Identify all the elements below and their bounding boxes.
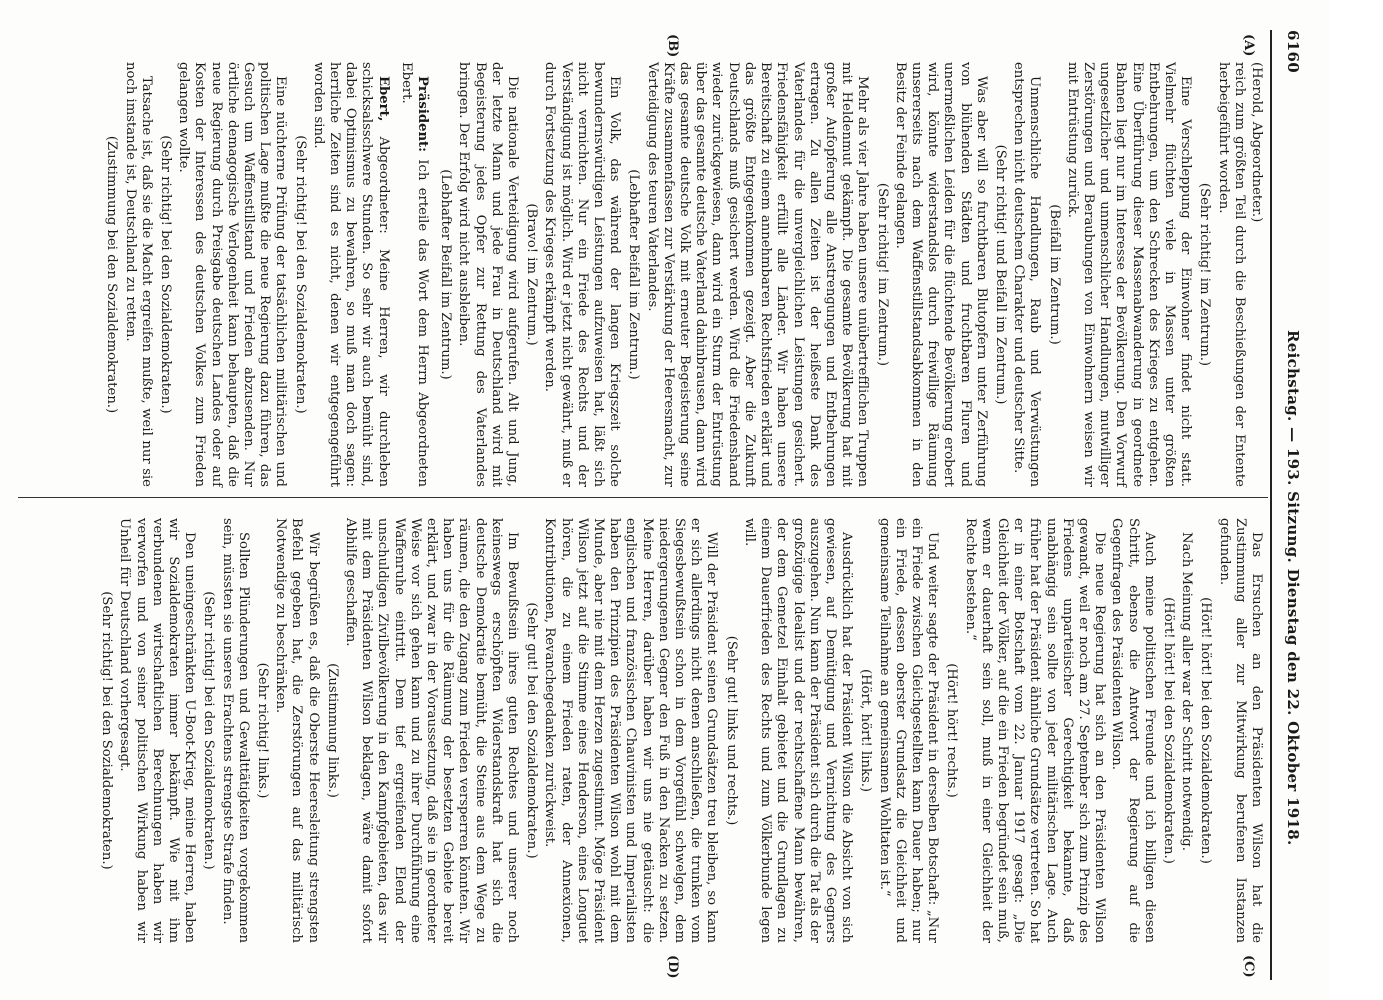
page-number: 6160: [1284, 30, 1302, 73]
page-header: [1272, 30, 1302, 980]
reaction: (Lebhafter Beifall im Zentrum.): [438, 169, 454, 380]
speaker-paragraph: [310, 62, 391, 487]
reaction: (Hört! hört! rechts.): [944, 663, 960, 798]
paragraph: Ein Volk, das während der langen Kriegszeit solche bewundernswürdigen Leistungen aufzuweisen hat, läßt sich nicht vernichten. Nur ein Friede des Rechts und der Verständigung ist möglich. Wird er jetzt nicht gewährt, muß er durch Fortsetzung des Krieges erkämpft werden.: [542, 62, 623, 487]
speech-text: Ich erteile das Wort dem Herrn Abgeordneten Ebert.: [398, 62, 431, 487]
speaker-paragraph: [398, 62, 430, 487]
paragraph: Die nationale Verteidigung wird aufgerufen. Alt und Jung, der letzte Mann und jede Frau in Deutschland wird mit Begeisterung jedes Opfer zur Rettung des Vaterlandes bringen. Der Erfolg wird nicht ausbleiben.: [456, 62, 521, 487]
reaction: (Sehr gut! bei den Sozialdemokraten.): [524, 602, 540, 859]
reaction: (Zustimmung bei den Sozialdemokraten.): [104, 135, 120, 414]
paragraph: Ausdrücklich hat der Präsident Wilson die Absicht von sich gewiesen, auf Demütigung und Vernichtung des Gegners auszugehen. Nun kann der Präsident sich durch die Tat als der großzügige Idealist und der rechtschaffene Mann bewähren, der dem Gemetzel Einhalt gebietet und die Grundlagen zu einem Dauerfrieden des Rechts und zum Völkerbunde legen will.: [741, 518, 855, 943]
reaction: (Sehr richtig! bei den Sozialdemokraten.): [158, 135, 173, 414]
paragraph: Nach Meinung aller war der Schritt notwendig.: [1179, 532, 1195, 851]
paragraph: Unmenschliche Handlungen, Raub und Verwüstungen entsprechen nicht deutschem Charakter und deutscher Sitte.: [1011, 62, 1043, 487]
reaction: (Beifall im Zentrum.): [1046, 204, 1062, 345]
paragraph: reich zum größten Teil durch die Beschießungen der Entente herbeigeführt worden.: [1215, 62, 1247, 487]
speech-text: Abgeordneter: Meine Herren, wir durchleben schicksalsschwere Stunden. So sehr wir auch bemüht sind, dabei Optimismus zu bewahren, so muß man doch sagen: herrliche Zeiten sind es nicht, denen wir entgegengeführt worden sind.: [310, 62, 391, 487]
right-column: [95, 518, 1264, 943]
paragraph: Was aber will so furchtbaren Blutopfern unter Zerführung von blühenden Städten und fruchtbaren Fluren und unermeßlichen Leiden für die flüchtende Bevölkerung erobert wird, könnte widerstandslos durch freiwillige Räumung unsererseits nach dem Waffenstillstandsabkommen in den Besitz der Feinde gelangen.: [892, 62, 989, 487]
reaction: (Sehr richtig! links.): [255, 662, 271, 799]
paragraph: Im Bewußtsein ihres guten Rechtes und unserer noch keineswegs erschöpften Widerstandskraft hat sich die deutsche Demokratie bemüht, die Steine aus dem Wege zu räumen, die den Zugang zum Frieden versperren könnten. Wir haben uns für die Räumung der besetzten Gebiete bereit erklärt, und zwar in der Voraussetzung, daß sie in geordneter Weise vor sich gehen kann und zu ihrer Durchführung eine Waffenruhe eintritt. Dem tief ergreifenden Elend der unschuldigen Zivilbevölkerung in den Kampfgebieten, das wir mit dem Präsidenten Wilson beklagen, wäre damit sofort Abhilfe geschaffen.: [343, 518, 521, 943]
reaction: (Sehr richtig! bei den Sozialdemokraten.): [292, 135, 308, 414]
paragraph: Wir begrüßen es, daß die Oberste Heeresleitung strengsten Befehl gegeben hat, die Zerstörungen auf das militärisch Notwendige zu beschränken.: [273, 518, 321, 943]
reaction: (Hört! hört! bei den Sozialdemokraten.): [1160, 597, 1176, 864]
reaction: (Sehr gut! links und rechts.): [723, 635, 739, 826]
reaction: (Lebhafter Beifall im Zentrum.): [626, 169, 642, 380]
paragraph: Sollten Plünderungen und Gewalttätigkeiten vorgekommen sein, müssten sie unseres Erachtens strengste Strafe finden.: [219, 518, 251, 943]
paragraph: Eine Verschleppung der Einwohner findet nicht statt. Vielmehr flüchten viele in Massen unter größten Entbehrungen, um den Schrecken des Krieges zu entgehen. Eine Überführung dieser Massenabwanderung in geordnete Bahnen liegt nur im Interesse der Bevölkerung. Den Vorwurf ungesetzlicher und unmenschlicher Handlungen, mutwilliger Zerstörungen und Beraubungen von Einwohnern weisen wir mit Entrüstung zurück.: [1064, 62, 1194, 487]
paragraph: Das Ersuchen an den Präsidenten Wilson hat die Zustimmung aller zur Mitwirkung berufenen Instanzen gefunden.: [1216, 518, 1264, 943]
reaction: (Sehr richtig! bei den Sozialdemokraten.): [201, 591, 217, 870]
reaction: (Hört, hört! links.): [858, 668, 874, 793]
paragraph: Und weiter sagte der Präsident in derselben Botschaft: „Nur ein Friede zwischen Gleichgestellten kann Dauer haben; nur ein Friede, dessen oberster Grundsatz die Gleichheit und gemeinsame Teilnahme an gemeinsamen Wohltaten ist.“: [876, 518, 941, 943]
margin-letter-c: (C): [1241, 955, 1256, 978]
reaction: (Sehr richtig! und Beifall im Zentrum.): [992, 144, 1008, 405]
paragraph: Eine nüchterne Prüfung der tatsächlichen militärischen und politischen Lage mußte die neue Regierung dazu führen, das Gesuch um Waffenstillstand und Frieden abzusenden. Nur örtliche demagogische Verlogenheit kann behaupten, daß die neue Regierung durch Preisgabe deutschen Landes oder auf Kosten der Interessen des deutschen Volkes zum Frieden gelangen wollte.: [176, 62, 289, 487]
speaker-line: (Herold, Abgeordneter.): [1249, 62, 1264, 223]
header-rule: [1270, 30, 1272, 980]
speaker-name: Ebert,: [375, 76, 391, 122]
left-column: [100, 62, 1264, 487]
paragraph: Den uneingeschränkten U-Boot-Krieg, meine Herren, haben wir Sozialdemokraten immer bekämpft. Wie mit ihm verbundenen wirtschaftlichen Berechnungen haben wir verworfen und von seiner politischen Wirkung haben wir Unheil für Deutschland vorhergesagt.: [117, 518, 198, 943]
speaker-name: Präsident:: [415, 76, 431, 153]
margin-letter-b: (B): [665, 34, 680, 58]
reaction: (Bravo! im Zentrum.): [524, 203, 540, 346]
paragraph: Auch meine politischen Freunde und ich billigen diesen Schritt, ebenso die Antwort der Regierung auf die Gegenfragen des Präsidenten Wilson.: [1109, 518, 1157, 943]
running-title: Reichstag. — 193. Sitzung. Dienstag den 22. Oktober 1918.: [1284, 330, 1302, 846]
reaction: (Hört! hört! bei den Sozialdemokraten.): [1198, 597, 1214, 864]
paragraph: Mehr als vier Jahre haben unsere unübertrefflichen Truppen mit Heldenmut gekämpft. Die gesamte Bevölkerung hat mit großer Aufopferung alle Anstrengungen und Entbehrungen ertragen. Zu allen Zeiten ist der heißeste Dank des Vaterlandes für die unvergleichlichen Leistungen gesichert. Friedensfähigkeit erfüllt alle Länder. Wir haben unsere Bereitschaft zu einem annehmbaren Rechtsfrieden erklärt und das größte Entgegenkommen gezeigt. Aber die Zukunft Deutschlands muß gesichert werden. Wird die Friedenshand wieder zurückgewiesen, dann wird ein Sturm der Entrüstung über das gesamte deutsche Vaterland dahinbrausen, dann wird das gesamte deutsche Volk mit erneuter Begeisterung seine Kräfte zusammenfassen zur Verstärkung der Heeresmacht, zur Verteidigung des teuren Vaterlandes.: [644, 62, 871, 487]
reaction: (Sehr richtig! im Zentrum.): [1197, 182, 1213, 367]
column-divider: [18, 497, 1268, 498]
reaction: (Sehr richtig! im Zentrum.): [874, 182, 890, 367]
reaction: (Zustimmung links.): [324, 663, 340, 798]
margin-letter-a: (A): [1241, 34, 1256, 57]
paragraph: Will der Präsident seinen Grundsätzen treu bleiben, so kann er sich allerdings nicht denen anschließen, die trunken vom Siegesbewußtsein schon in dem Vorgefühl schwelgen, dem niedergerungenen Gegner den Fuß in den Nacken zu setzen. Meine Herren, darüber haben wir uns nie getäuscht: die englischen und französischen Chauvinisten und Imperialisten haben den Prinzipien des Präsidenten Wilson wohl mit dem Munde, aber nie mit dem Herzen zugestimmt. Möge Präsident Wilson jetzt auf die Stimme eines Henderson, eines Longuet hören, die zu einem Frieden raten, der Annexionen, Kontributionen, Revanchegedanken zurückweist.: [542, 518, 720, 943]
reaction: (Sehr richtig! bei den Sozialdemokraten.): [99, 591, 115, 870]
paragraph: Tatsache ist, daß sie die Macht ergreifen mußte, weil nur sie noch imstande ist, Deutschland zu retten.: [122, 62, 154, 487]
paragraph: Die neue Regierung hat sich an den Präsidenten Wilson gewandt, weil er noch am 27. September sich zum Prinzip des Friedens unparteiischer Gerechtigkeit bekannte, daß unabhängig sein sollte von jeder militärischen Lage. Auch früher hat der Präsident ähnliche Grundsätze vertreten. So hat er in einer Botschaft vom 22. Januar 1917 gesagt: „Die Gleichheit der Völker, auf die ein Frieden begründet sein muß, wenn er dauerhaft sein soll, muß in einer Gleichheit der Rechte bestehen.“: [962, 518, 1108, 943]
margin-letter-d: (D): [665, 955, 680, 979]
